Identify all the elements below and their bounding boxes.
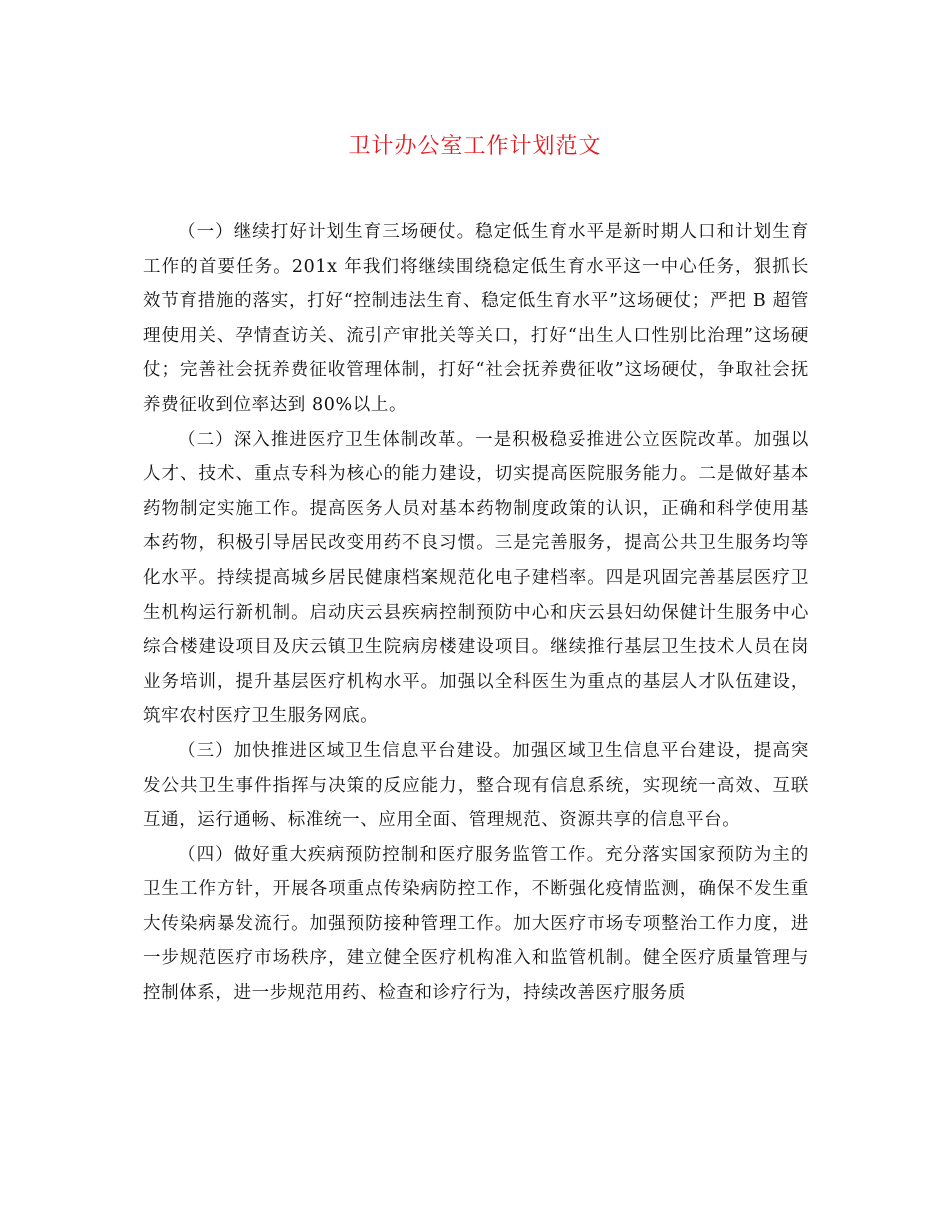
paragraph-3: （三）加快推进区域卫生信息平台建设。加强区域卫生信息平台建设，提高突发公共卫生事件指挥与决策的反应能力，整合现有信息系统，实现统一高效、互联互通，运行通畅、标准统一、应用全面、管理规范、资源共享的信息平台。 bbox=[143, 740, 809, 831]
paragraph-1: （一）继续打好计划生育三场硬仗。稳定低生育水平是新时期人口和计划生育工作的首要任务。201x 年我们将继续围绕稳定低生育水平这一中心任务，狠抓长效节育措施的落实，打好“控制违法生育、稳定低生育水平”这场硬仗；严把 B 超管理使用关、孕情查访关、流引产审批关等关口，打好“出生人口性别比治理”这场硬仗；完善社会抚养费征收管理体制，打好“社会抚养费征收”这场硬仗，争取社会抚养费征收到位率达到 80%以上。 bbox=[143, 222, 809, 415]
paragraph-4: （四）做好重大疾病预防控制和医疗服务监管工作。充分落实国家预防为主的卫生工作方针，开展各项重点传染病防控工作，不断强化疫情监测，确保不发生重大传染病暴发流行。加强预防接种管理工作。加大医疗市场专项整治工作力度，进一步规范医疗市场秩序，建立健全医疗机构准入和监管机制。健全医疗质量管理与控制体系，进一步规范用药、检查和诊疗行为，持续改善医疗服务质 bbox=[143, 844, 809, 1004]
document-body bbox=[143, 215, 809, 1011]
paragraph-2: （二）深入推进医疗卫生体制改革。一是积极稳妥推进公立医院改革。加强以人才、技术、重点专科为核心的能力建设，切实提高医院服务能力。二是做好基本药物制定实施工作。提高医务人员对基本药物制度政策的认识，正确和科学使用基本药物，积极引导居民改变用药不良习惯。三是完善服务，提高公共卫生服务均等化水平。持续提高城乡居民健康档案规范化电子建档率。四是巩固完善基层医疗卫生机构运行新机制。启动庆云县疾病控制预防中心和庆云县妇幼保健计生服务中心综合楼建设项目及庆云镇卫生院病房楼建设项目。继续推行基层卫生技术人员在岗业务培训，提升基层医疗机构水平。加强以全科医生为重点的基层人才队伍建设，筑牢农村医疗卫生服务网底。 bbox=[143, 429, 809, 727]
document-title: 卫计办公室工作计划范文 bbox=[348, 134, 602, 159]
